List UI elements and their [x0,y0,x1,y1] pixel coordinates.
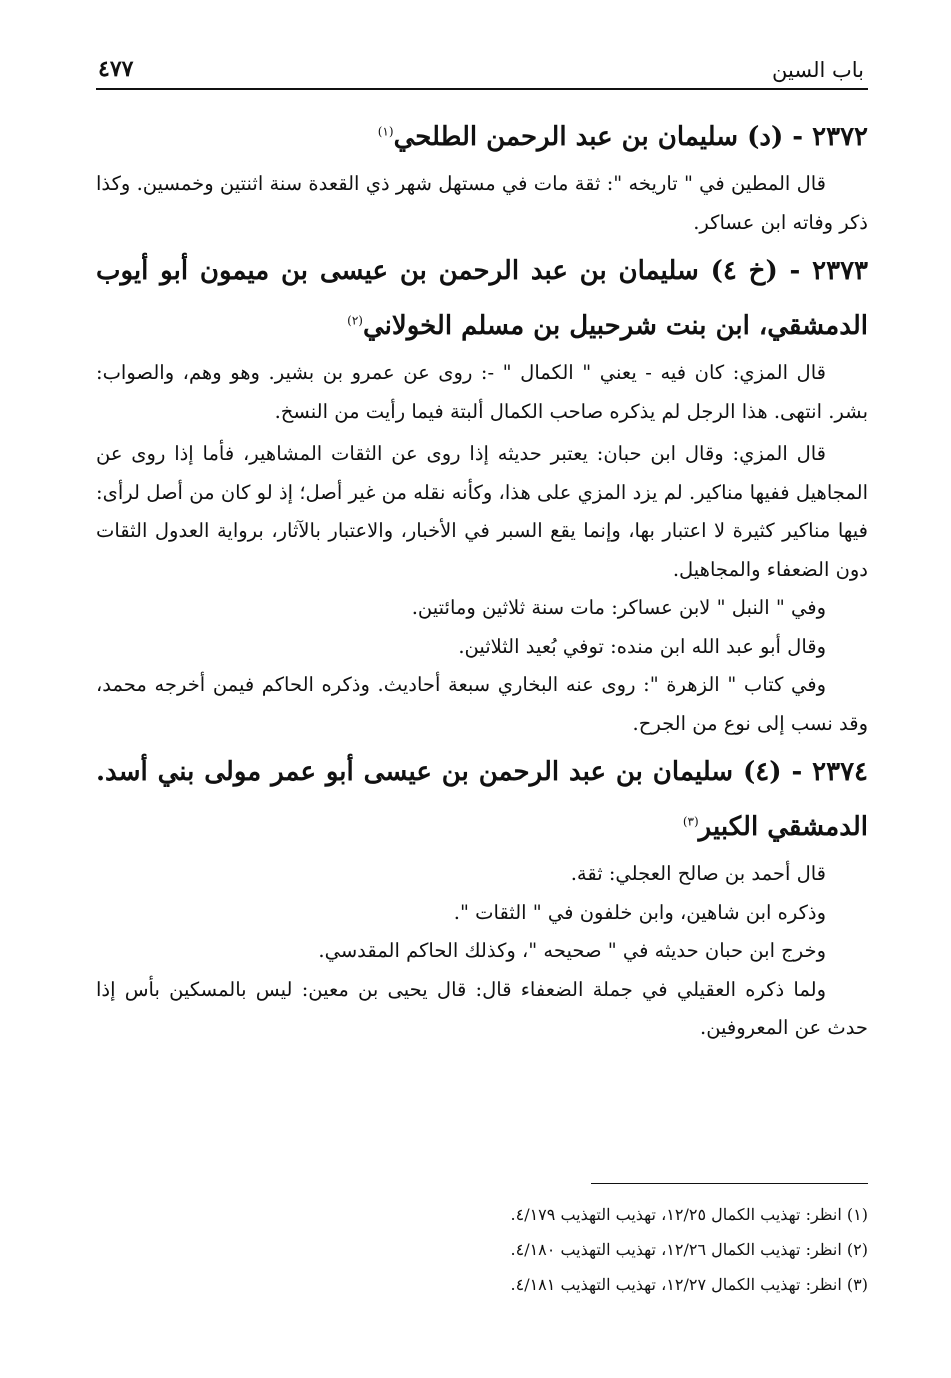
footnote-separator [591,1183,868,1184]
entry-heading-line: ٢٣٧٣ - (خ ٤) سليمان بن عبد الرحمن بن عيسى بن ميمون أبو أيوب [96,256,868,286]
paragraph: وخرج ابن حبان حديثه في " صحيحه "، وكذلك الحاكم المقدسي. [318,939,826,962]
paragraph: ولما ذكره العقيلي في جملة الضعفاء قال: قال يحيى بن معين: ليس بالمسكين بأس إذا حدث عن المعروفين. [96,977,868,1039]
paragraph: وذكره ابن شاهين، وابن خلفون في " الثقات ". [453,900,826,924]
paragraph: قال أحمد بن صالح العجلي: ثقة. [570,862,826,885]
entry-heading-2374 [96,745,868,855]
entry-heading-text: ٢٣٧٢ - (د) سليمان بن عبد الرحمن الطلحي [393,122,868,152]
footnote-marker: (٢) [347,313,363,328]
footnote-marker: (١) [377,124,394,139]
footnote: (١) انظر: تهذيب الكمال ١٢/٢٥، تهذيب التهذيب ٤/١٧٩. [510,1205,868,1224]
paragraph: قال المطين في " تاريخه ": ثقة مات في مستهل شهر ذي القعدة سنة اثنتين وخمسين. وكذا ذكر وفاته ابن عساكر. [96,172,868,234]
main-text [96,110,868,1048]
running-header [96,52,868,90]
footnote: (٢) انظر: تهذيب الكمال ١٢/٢٦، تهذيب التهذيب ٤/١٨٠. [510,1240,868,1259]
chapter-title: باب السين [772,58,864,82]
page-number: ٤٧٧ [98,56,134,82]
entry-heading-line: الدمشقي الكبير [698,812,868,842]
footnote: (٣) انظر: تهذيب الكمال ١٢/٢٧، تهذيب التهذيب ٤/١٨١. [510,1275,868,1294]
entry-heading-line: ٢٣٧٤ - (٤) سليمان بن عبد الرحمن بن عيسى أبو عمر مولى بني أسد. [96,757,868,787]
entry-heading-line: الدمشقي، ابن بنت شرحبيل بن مسلم الخولاني [362,311,868,341]
paragraph: وفي " النبل " لابن عساكر: مات سنة ثلاثين ومائتين. [411,596,826,619]
footnotes [96,1197,868,1302]
paragraph: وفي كتاب " الزهرة ": روى عنه البخاري سبعة أحاديث. وذكره الحاكم فيمن أخرجه محمد، وقد نسب إلى نوع من الجرح. [96,673,868,735]
entry-heading-2372 [96,110,868,165]
book-page [96,0,868,1378]
footnote-marker: (٣) [682,814,699,829]
paragraph: قال المزي: كان فيه - يعني " الكمال " -: روى عن عمرو بن بشير. وهو وهم، والصواب: بشر. انتهى. هذا الرجل لم يذكره صاحب الكمال ألبتة فيما رأيت من النسخ. [96,361,868,423]
paragraph: قال المزي: وقال ابن حبان: يعتبر حديثه إذا روى عن الثقات المشاهير، فأما إذا روى عن المجاهيل ففيها مناكير. لم يزد المزي على هذا، وكأنه نقله من غير أصل؛ إذ لو كان من أصل لرأى: فيها مناكير كثيرة لا اعتبار بها، وإنما يقع السبر في الأخبار، والاعتبار بالآثار، برواية العدول الثقات دون الضعفاء والمجاهيل. [96,442,868,581]
paragraph: وقال أبو عبد الله ابن منده: توفي بُعيد الثلاثين. [458,634,826,658]
entry-heading-2373 [96,244,868,354]
